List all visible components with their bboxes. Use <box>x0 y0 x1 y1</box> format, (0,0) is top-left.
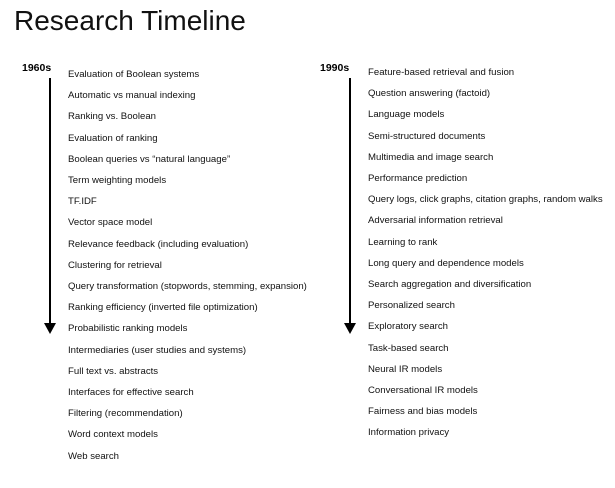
list-item: Intermediaries (user studies and systems) <box>68 344 247 356</box>
timeline-list-right <box>368 62 615 444</box>
list-item: Query transformation (stopwords, stemming, expansion) <box>68 281 307 293</box>
decade-label-left: 1960s <box>22 62 52 74</box>
list-item: Vector space model <box>68 217 153 229</box>
list-item: Question answering (factoid) <box>368 88 491 100</box>
list-item: Multimedia and image search <box>368 151 494 163</box>
list-item: Automatic vs manual indexing <box>68 90 196 102</box>
list-item: Fairness and bias models <box>368 406 478 418</box>
list-item: Conversational IR models <box>368 385 478 397</box>
list-item: TF.IDF <box>68 196 97 208</box>
list-item: Ranking vs. Boolean <box>68 111 156 123</box>
page-title: Research Timeline <box>14 5 246 36</box>
list-item: Neural IR models <box>368 363 443 375</box>
arrow-head-icon <box>344 323 356 334</box>
list-item: Full text vs. abstracts <box>68 365 159 377</box>
arrow-head-icon <box>44 323 56 334</box>
list-item: Adversarial information retrieval <box>368 215 503 227</box>
timeline-arrow-right <box>344 78 356 334</box>
list-item: Web search <box>68 450 120 462</box>
arrow-shaft <box>49 78 51 324</box>
list-item: Long query and dependence models <box>368 257 524 269</box>
list-item: Clustering for retrieval <box>68 259 162 271</box>
list-item: Information privacy <box>368 427 450 439</box>
timeline-list-left <box>68 64 314 467</box>
list-item: Evaluation of Boolean systems <box>68 69 200 80</box>
list-item: Boolean queries vs “natural language” <box>68 153 231 165</box>
list-item: Evaluation of ranking <box>68 132 158 144</box>
list-item: Exploratory search <box>368 321 448 333</box>
list-item: Task-based search <box>368 342 449 354</box>
decade-label-right: 1990s <box>320 62 350 74</box>
list-item: Performance prediction <box>368 173 468 185</box>
list-item: Interfaces for effective search <box>68 387 194 399</box>
list-item: Term weighting models <box>68 175 167 187</box>
list-item: Relevance feedback (including evaluation) <box>68 238 249 250</box>
list-item: Search aggregation and diversification <box>368 279 532 291</box>
arrow-shaft <box>349 78 351 324</box>
list-item: Filtering (recommendation) <box>68 408 183 420</box>
list-item: Query logs, click graphs, citation graphs, random walks <box>368 194 603 206</box>
list-item: Probabilistic ranking models <box>68 323 188 335</box>
list-item: Personalized search <box>368 300 455 312</box>
timeline-arrow-left <box>44 78 56 334</box>
list-item: Semi-structured documents <box>368 130 486 142</box>
list-item: Feature-based retrieval and fusion <box>368 67 515 78</box>
list-item: Learning to rank <box>368 236 438 248</box>
list-item: Language models <box>368 109 445 121</box>
list-item: Ranking efficiency (inverted file optimization) <box>68 302 258 314</box>
list-item: Word context models <box>68 429 158 441</box>
